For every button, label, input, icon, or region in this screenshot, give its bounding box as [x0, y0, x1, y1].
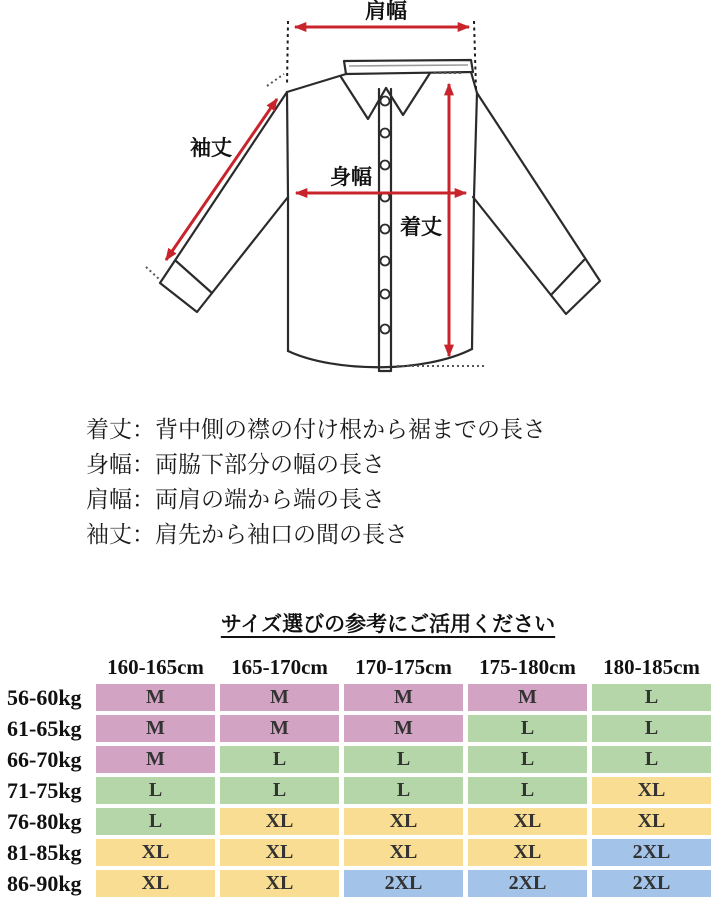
size-table — [0, 650, 716, 901]
size-cell: XL — [96, 870, 215, 897]
size-cell: L — [96, 808, 215, 835]
weight-label: 56-60kg — [5, 684, 91, 711]
size-cell: 2XL — [592, 870, 711, 897]
sleeve-length-label: 袖丈 — [190, 137, 232, 160]
height-header: 165-170cm — [231, 654, 328, 679]
size-cell: M — [220, 715, 339, 742]
size-cell: L — [592, 715, 711, 742]
size-cell: M — [220, 684, 339, 711]
size-cell: XL — [344, 808, 463, 835]
size-cell: 2XL — [592, 839, 711, 866]
definition-shoulder-width: 肩幅：両肩の端から端の長さ — [86, 486, 385, 512]
size-row — [5, 746, 711, 773]
size-cell: XL — [220, 839, 339, 866]
size-cell: 2XL — [344, 870, 463, 897]
definition-body-width: 身幅：両脇下部分の幅の長さ — [86, 451, 385, 477]
weight-label: 81-85kg — [5, 839, 91, 866]
size-cell: XL — [468, 808, 587, 835]
size-table-body — [5, 684, 711, 897]
weight-label: 76-80kg — [5, 808, 91, 835]
size-row — [5, 777, 711, 804]
weight-label: 61-65kg — [5, 715, 91, 742]
size-cell: XL — [468, 839, 587, 866]
size-cell: M — [344, 684, 463, 711]
size-chart-title: サイズ選びの参考にご活用ください — [220, 613, 556, 636]
garment-length-label: 着丈 — [400, 216, 442, 239]
definition-sleeve-length: 袖丈：肩先から袖口の間の長さ — [86, 521, 408, 547]
size-cell: M — [344, 715, 463, 742]
size-row — [5, 808, 711, 835]
body-width-measure — [296, 165, 466, 193]
sleeve-length-measure — [146, 74, 284, 279]
garment-length-measure — [400, 73, 464, 356]
height-header: 175-180cm — [479, 654, 576, 679]
weight-label: 71-75kg — [5, 777, 91, 804]
size-cell: XL — [220, 870, 339, 897]
size-cell: L — [468, 746, 587, 773]
height-header: 170-175cm — [355, 654, 452, 679]
definition-garment-length: 着丈：背中側の襟の付け根から裾までの長さ — [86, 416, 546, 442]
size-cell: M — [468, 684, 587, 711]
measurement-definitions — [86, 412, 686, 552]
size-cell: L — [344, 746, 463, 773]
size-cell: M — [96, 715, 215, 742]
size-cell: L — [592, 746, 711, 773]
size-row — [5, 684, 711, 711]
corner-cell — [5, 654, 91, 680]
size-cell: XL — [592, 777, 711, 804]
size-cell: L — [344, 777, 463, 804]
size-cell: 2XL — [468, 870, 587, 897]
size-row — [5, 715, 711, 742]
size-cell: M — [96, 684, 215, 711]
height-header: 180-185cm — [603, 654, 700, 679]
shirt-outline — [160, 60, 600, 371]
shirt-measurement-diagram — [0, 0, 720, 408]
size-cell: L — [220, 746, 339, 773]
size-cell: L — [592, 684, 711, 711]
body-width-label: 身幅 — [330, 166, 372, 189]
size-cell: XL — [344, 839, 463, 866]
size-row — [5, 839, 711, 866]
weight-label: 66-70kg — [5, 746, 91, 773]
size-cell: L — [220, 777, 339, 804]
size-cell: XL — [96, 839, 215, 866]
height-header-row — [5, 654, 711, 680]
weight-label: 86-90kg — [5, 870, 91, 897]
height-header: 160-165cm — [107, 654, 204, 679]
size-cell: L — [96, 777, 215, 804]
shoulder-width-measure — [287, 0, 476, 89]
shoulder-width-label: 肩幅 — [365, 0, 407, 23]
size-cell: M — [96, 746, 215, 773]
size-row — [5, 870, 711, 897]
size-cell: L — [468, 777, 587, 804]
size-cell: L — [468, 715, 587, 742]
size-cell: XL — [592, 808, 711, 835]
size-cell: XL — [220, 808, 339, 835]
size-chart-section — [0, 612, 720, 901]
